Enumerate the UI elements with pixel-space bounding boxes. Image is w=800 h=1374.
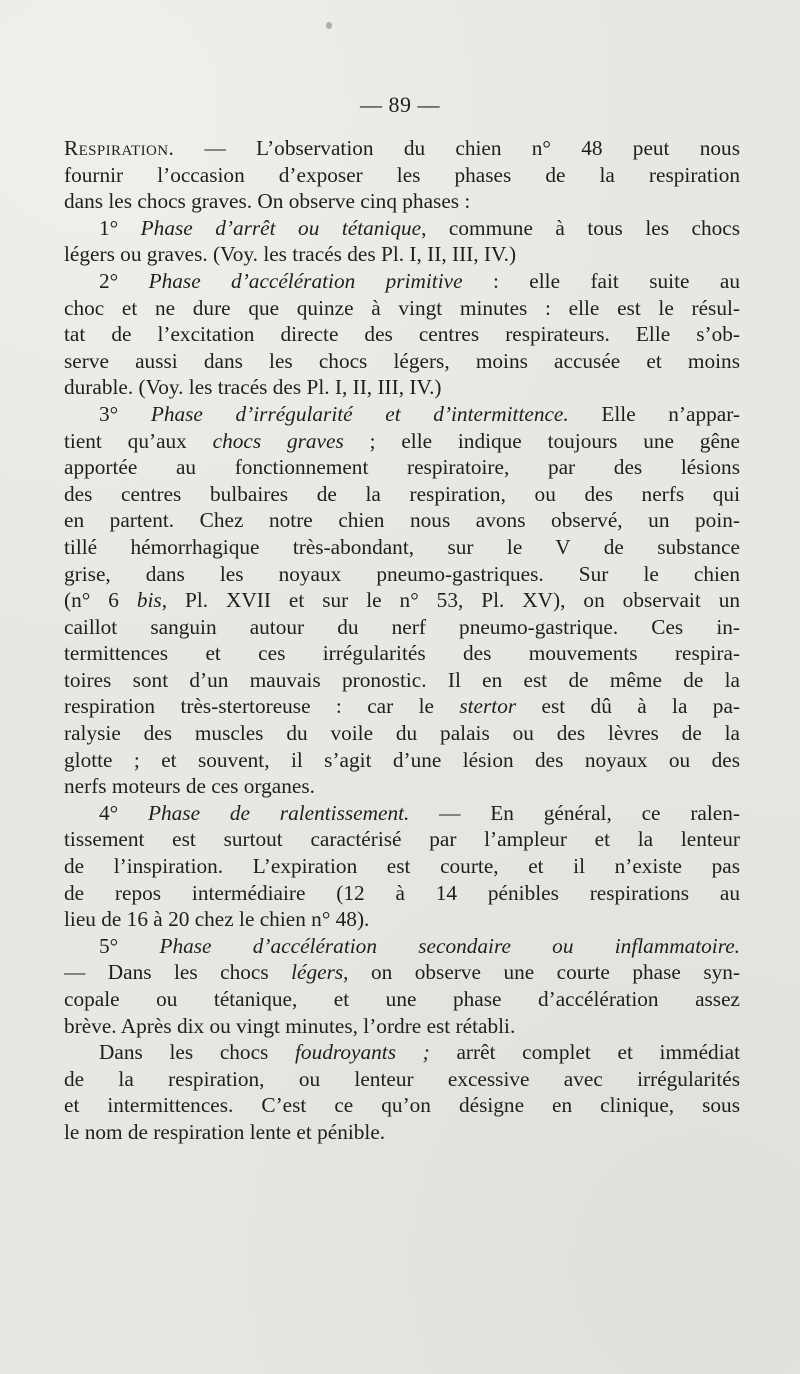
line-fragment: tient qu’aux <box>64 428 213 453</box>
text-line: en partent. Chez notre chien nous avons observé, un poin- <box>64 508 740 533</box>
text-line: dans les chocs graves. On observe cinq phases : <box>64 189 471 214</box>
text-line: de l’inspiration. L’expiration est courte, et il n’existe pas <box>64 854 740 879</box>
text-line: ralysie des muscles du voile du palais ou des lèvres de la <box>64 721 740 746</box>
text-line: tissement est surtout caractérisé par l’ampleur et la lenteur <box>64 827 740 852</box>
line-fragment: , commune à tous les chocs <box>421 215 740 240</box>
line-fragment: : elle fait suite au <box>462 268 740 293</box>
phase-line-3 <box>64 401 740 428</box>
text-line: et intermittences. C’est ce qu’on désigne en clinique, sous <box>64 1093 740 1118</box>
text-line: serve aussi dans les chocs légers, moins accusée et moins <box>64 348 740 373</box>
text-line: des centres bulbaires de la respiration, ou des nerfs qui <box>64 481 740 506</box>
italic-term: foudroyants ; <box>295 1040 430 1065</box>
text-line: de la respiration, ou lenteur excessive avec irrégularités <box>64 1066 740 1091</box>
line-fragment: (n° 6 <box>64 588 137 613</box>
text-line: termittences et ces irrégularités des mouvements respira- <box>64 641 740 666</box>
text-line <box>64 428 740 455</box>
phase-line-2 <box>64 268 740 295</box>
phase-line-5 <box>64 933 740 960</box>
text-line: lieu de 16 à 20 chez le chien n° 48). <box>64 907 370 932</box>
phase-number: 2° <box>99 268 149 293</box>
page-number: — 89 — <box>360 92 440 117</box>
text-line: le nom de respiration lente et pénible. <box>64 1119 386 1144</box>
phase-line-4 <box>64 800 740 827</box>
text-line: choc et ne dure que quinze à vingt minutes : elle est le résul- <box>64 295 740 320</box>
line-fragment: — En général, ce ralen- <box>409 800 740 825</box>
text-line-with-italic <box>64 959 740 986</box>
text-line: brève. Après dix ou vingt minutes, l’ordre est rétabli. <box>64 1013 516 1038</box>
phase-line-1 <box>64 215 740 242</box>
text-line: tat de l’excitation directe des centres respirateurs. Elle s’ob- <box>64 322 740 347</box>
text-line: nerfs moteurs de ces organes. <box>64 774 315 799</box>
text-line <box>64 135 740 162</box>
text-line: apportée au fonctionnement respiratoire, par des lésions <box>64 455 740 480</box>
section-heading: Respiration. <box>64 136 175 160</box>
text-line: copale ou tétanique, et une phase d’accélération assez <box>64 987 740 1011</box>
text-line: toires sont d’un mauvais pronostic. Il en est de même de la <box>64 667 740 692</box>
line-fragment: Dans les chocs <box>99 1040 296 1065</box>
text-line <box>64 693 740 720</box>
text-line: durable. (Voy. les tracés des Pl. I, II, III, IV.) <box>64 375 442 400</box>
line-fragment: — L’observation du chien n° 48 peut nous <box>174 136 740 160</box>
ink-spot <box>326 22 332 29</box>
text-line: tillé hémorrhagique très-abondant, sur le V de substance <box>64 534 740 559</box>
text-line: fournir l’occasion d’exposer les phases de la respiration <box>64 162 740 187</box>
phase-number: 5° <box>99 933 160 958</box>
line-fragment: — Dans les chocs <box>64 960 292 985</box>
line-fragment: , Pl. XVII et sur le n° 53, Pl. XV), on observait un <box>161 588 740 613</box>
phase-title: Phase d’accélération secondaire ou inflammatoire. <box>159 933 740 958</box>
italic-term: bis <box>136 588 162 613</box>
text-line <box>64 587 740 614</box>
line-fragment: est dû à la pa- <box>516 694 740 719</box>
italic-term: légers <box>291 960 344 985</box>
italic-term: stertor <box>459 694 517 719</box>
phase-title: Phase d’irrégularité et d’intermittence. <box>150 401 569 426</box>
conclusion-line <box>64 1039 740 1066</box>
phase-title: Phase de ralentissement. <box>148 800 410 825</box>
phase-title: Phase d’accélération primitive <box>148 268 463 293</box>
text-line: grise, dans les noyaux pneumo-gastriques. Sur le chien <box>64 561 740 586</box>
phase-number: 1° <box>99 215 141 240</box>
phase-number: 4° <box>99 800 148 825</box>
line-fragment: Elle n’appar- <box>568 401 740 426</box>
body-text <box>64 135 740 1146</box>
text-line: de repos intermédiaire (12 à 14 pénibles respirations au <box>64 880 740 905</box>
phase-title: Phase d’arrêt ou tétanique <box>140 215 422 240</box>
phase-number: 3° <box>99 401 151 426</box>
text-line: glotte ; et souvent, il s’agit d’une lésion des noyaux ou des <box>64 747 740 772</box>
line-fragment: respiration très-stertoreuse : car le <box>64 694 460 719</box>
line-fragment: ; elle indique toujours une gêne <box>343 428 740 453</box>
line-fragment: arrêt complet et immédiat <box>429 1040 740 1065</box>
italic-term: chocs graves <box>212 428 344 453</box>
text-line: légers ou graves. (Voy. les tracés des Pl. I, II, III, IV.) <box>64 242 517 267</box>
text-line: caillot sanguin autour du nerf pneumo-gastrique. Ces in- <box>64 614 740 639</box>
line-fragment: , on observe une courte phase syn- <box>343 960 740 985</box>
